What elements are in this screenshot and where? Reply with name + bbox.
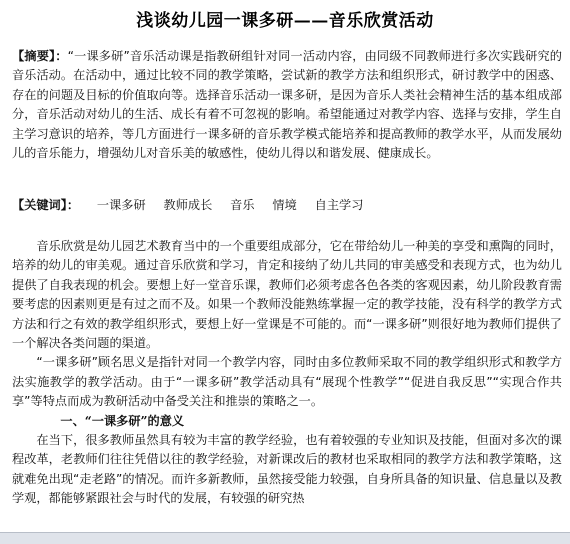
body-paragraph: 在当下，很多教师虽然具有较为丰富的教学经验，也有着较强的专业知识及技能，但面对多次的课程改革，老教师们往往凭借以往的教学经验，对新课改后的教材也采取相同的教学方法和教学策略，这就难免出现“走老路”的情况。而许多新教师，虽然接受能力较强，自身所具备的知识量、信息量以及教学观，都能够紧跟社会与时代的发展，有较强的研究热: [12, 433, 562, 506]
document-title: 浅谈幼儿园一课多研——音乐欣赏活动: [136, 11, 434, 31]
keywords-line: [12, 196, 562, 215]
keyword-item: 一课多研: [96, 198, 146, 212]
abstract-text: “一课多研”音乐活动课是指教研组针对同一活动内容，由同级不同教师进行多次实践研究的音乐活动。在活动中，通过比较不同的教学策略，尝试新的教学方法和组织形式，研讨教学中的困惑、存在的问题及目标的价值取向等。选择音乐活动一课多研，是因为音乐人类社会精神生活的基本组成部分，音乐活动对幼儿的生活、成长有着不可忽视的影响。希望能通过对教学内容、选择与安排，学生自主学习意识的培养，等几方面进行一课多研的音乐教学模式能培养和提高教师的教学水平，从而发展幼儿的音乐能力，增强幼儿对音乐美的敏感性，使幼儿得以和谐发展、健康成长。: [12, 49, 562, 161]
keywords-label: 【关键词】：: [12, 198, 80, 212]
section-heading: 一、“一课多研”的意义: [60, 413, 185, 428]
body-paragraph: “一课多研”顾名思义是指针对同一个教学内容，同时由多位教师采取不同的教学组织形式和教学方法实施教学的教学活动。由于“一课多研”教学活动具有“展现个性教学”“促进自我反思”“实现合作共享”等特点而成为教研活动中备受关注和推崇的策略之一。: [12, 355, 562, 409]
body-paragraph: 音乐欣赏是幼儿园艺术教育当中的一个重要组成部分，它在带给幼儿一种美的享受和熏陶的同时，培养的幼儿的审美观。通过音乐欣赏和学习，肯定和接纳了幼儿共同的审美感受和表现方式，也为幼儿提供了自我表现的机会。要想上好一堂音乐课，教师们必须考虑各色各类的客观因素，幼儿阶段教育需要考虑的因素则更是有过之而不及。如果一个教师没能熟练掌握一定的教学技能，没有科学的教学方式方法和行之有效的教学组织形式，要想上好一堂课是不可能的。而“一课多研”则很好地为教师们提供了一个解决各类问题的渠道。: [12, 239, 562, 351]
keyword-item: 情境: [272, 198, 297, 212]
keyword-item: 自主学习: [314, 198, 364, 212]
abstract-paragraph: [12, 47, 562, 163]
keyword-item: 教师成长: [163, 198, 213, 212]
keyword-item: 音乐: [230, 198, 255, 212]
window-bottom-bar: [0, 532, 570, 544]
abstract-label: 【摘要】：: [12, 49, 68, 63]
body-text: [12, 237, 562, 509]
